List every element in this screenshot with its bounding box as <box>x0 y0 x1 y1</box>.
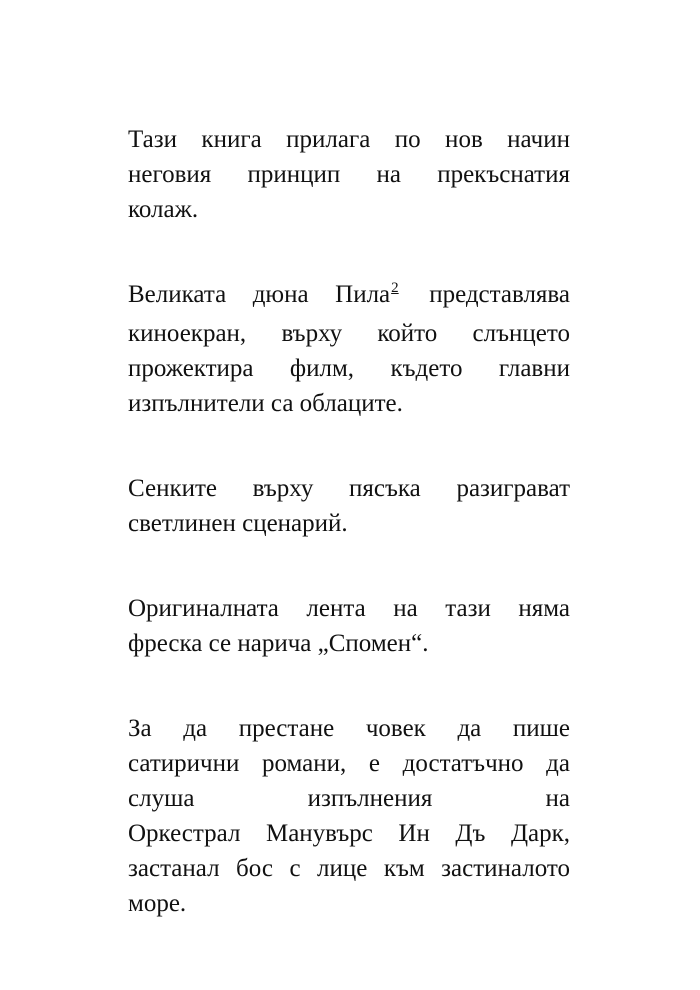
text-line: застанал бос с лице към застиналото <box>128 855 570 882</box>
text-line: колаж. <box>128 196 199 223</box>
text-line: изпълнители са облаците. <box>128 390 403 417</box>
text-line: фреска се нарича „Спомен“. <box>128 630 429 657</box>
text-line: слуша изпълнения на <box>128 785 570 812</box>
paragraph-5 <box>128 711 570 921</box>
paragraph-3 <box>128 471 570 541</box>
text-line: неговия принцип на прекъснатия <box>128 161 570 188</box>
text-line: Оригиналната лента на тази няма <box>128 595 570 622</box>
paragraph-1 <box>128 122 570 227</box>
text-line: светлинен сценарий. <box>128 510 348 537</box>
footnote-marker[interactable]: 2 <box>391 280 399 296</box>
document-page <box>128 122 570 971</box>
text-segment: представлява <box>402 281 570 308</box>
text-line: За да престане човек да пише <box>128 715 570 742</box>
text-line: Оркестрал Манувърс Ин Дъ Дарк, <box>128 820 570 847</box>
text-line: киноекран, върху който слънцето <box>128 320 570 347</box>
text-line-with-footnote <box>128 277 570 316</box>
text-segment: Великата дюна Пила <box>128 281 391 308</box>
text-line: сатирични романи, е достатъчно да <box>128 750 570 777</box>
paragraph-4 <box>128 591 570 661</box>
paragraph-2 <box>128 277 570 421</box>
text-line: прожектира филм, където главни <box>128 355 570 382</box>
text-line: море. <box>128 890 187 917</box>
text-line: Сенките върху пясъка разиграват <box>128 475 570 502</box>
text-line: Тази книга прилага по нов начин <box>128 126 570 153</box>
